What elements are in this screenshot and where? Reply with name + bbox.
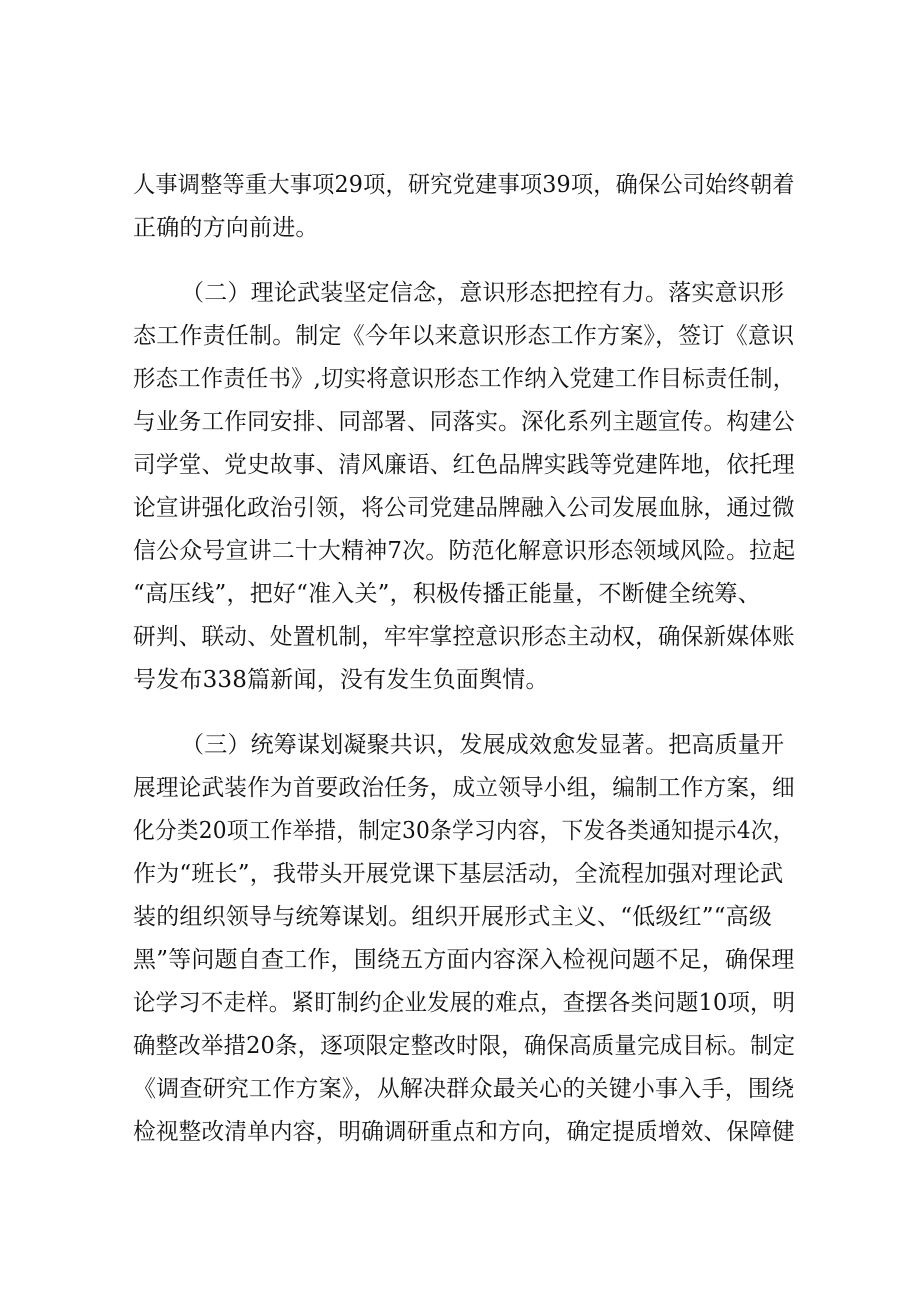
text-line: 《调查研究工作方案》，从解决群众最关心的关键小事入手，围绕 [133,1076,795,1102]
text-line: 化分类20项工作举措，制定30条学习内容，下发各类通知提示4次， [133,818,795,844]
text-line: 论宣讲强化政治引领，将公司党建品牌融入公司发展血脉，通过微 [133,495,795,521]
text-line: 确整改举措20条，逐项限定整改时限，确保高质量完成目标。制定 [133,1033,796,1059]
text-line: 正确的方向前进。 [133,215,319,241]
text-line: 黑”等问题自查工作，围绕五方面内容深入检视问题不足，确保理 [133,947,795,973]
text-line: 形态工作责任书》,切实将意识形态工作纳入党建工作目标责任制， [133,366,796,392]
text-line: 信公众号宣讲二十大精神7次。防范化解意识形态领域风险。拉起 [133,538,796,564]
text-line: 号发布338篇新闻，没有发生负面舆情。 [133,667,549,693]
text-line: 态工作责任制。制定《今年以来意识形态工作方案》，签订《意识 [133,323,795,349]
text-line: 装的组织领导与统筹谋划。组织开展形式主义、“低级红”“高级 [133,904,773,930]
text-line: “高压线”，把好“准入关”，积极传播正能量，不断健全统筹、 [133,581,761,607]
text-line: 检视整改清单内容，明确调研重点和方向，确定提质增效、保障健 [133,1119,795,1145]
text-line: 与业务工作同安排、同部署、同落实。深化系列主题宣传。构建公 [133,409,795,435]
text-line: 展理论武装作为首要政治任务，成立领导小组，编制工作方案，细 [133,775,795,801]
text-line: 司学堂、党史故事、清风廉语、红色品牌实践等党建阵地，依托理 [133,452,795,478]
section-heading-line: （三）统筹谋划凝聚共识，发展成效愈发显著。把高质量开 [181,732,785,758]
section-heading-line: （二）理论武装坚定信念，意识形态把控有力。落实意识形 [181,280,785,306]
text-line: 人事调整等重大事项29项，研究党建事项39项，确保公司始终朝着 [133,172,795,198]
text-line: 研判、联动、处置机制，牢牢掌控意识形态主动权，确保新媒体账 [133,624,795,650]
text-line: 作为“班长”，我带头开展党课下基层活动，全流程加强对理论武 [133,861,784,887]
text-line: 论学习不走样。紧盯制约企业发展的难点，查摆各类问题10项，明 [133,990,796,1016]
